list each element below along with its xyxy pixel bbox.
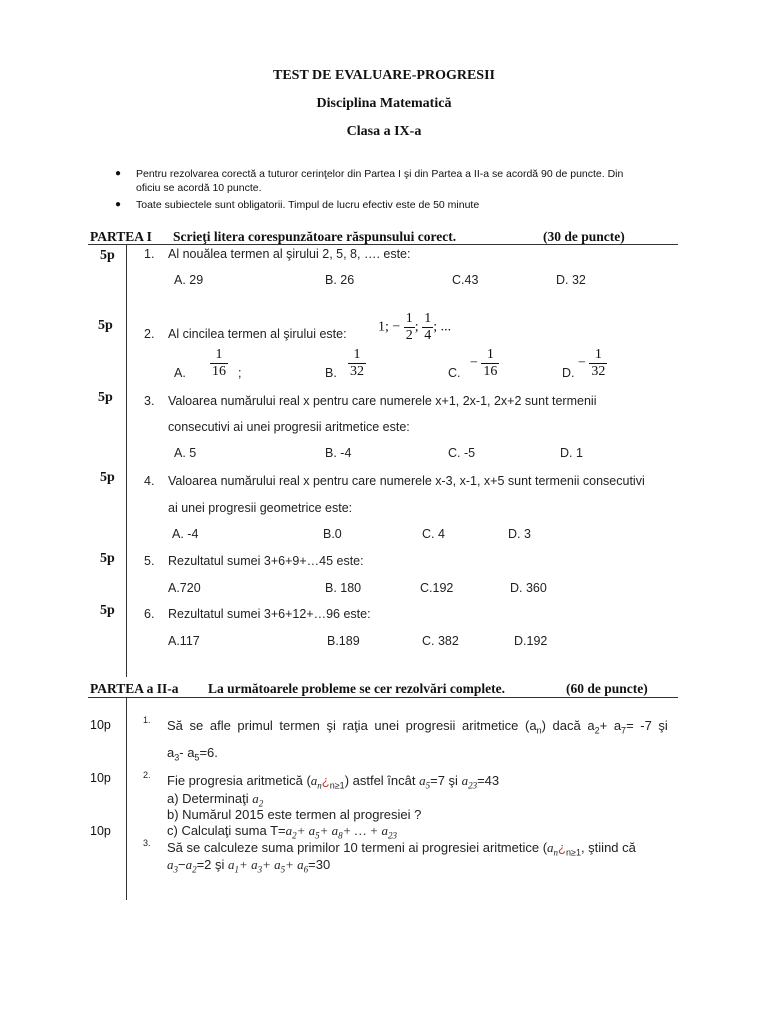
answer-option-a: A. [174, 366, 186, 380]
problem-text: Fie progresia aritmetică $(a_n¿_{n\ge 1})$ astfel încât $a_5=7$ şi $a_{23}=43$ [167, 773, 500, 791]
answer-option-b: B. [325, 366, 337, 380]
points-label: 5p [100, 470, 115, 485]
question-number: 3. [144, 394, 155, 408]
answer-option-b: B. -4 [325, 446, 352, 460]
answer-option-b: B. 180 [325, 581, 362, 595]
problem-text: $a_3-$ $a_5=6$. [167, 745, 218, 763]
part2-label: PARTEA a II-a [90, 681, 179, 696]
problem-subitem: c) Calculaţi suma $T=a_2+ a_5+ a_8+$ … + $a_{23}$ [167, 823, 398, 841]
divider [88, 697, 678, 698]
answer-option-d: D. 360 [510, 581, 547, 595]
points-label: 5p [98, 390, 113, 405]
column-divider [126, 245, 127, 677]
class-heading: Clasa a IX-a [346, 124, 422, 139]
problem-subitem: a) Determinaţi $a_2$ [167, 791, 264, 809]
question-text: Rezultatul sumei 3+6+12+…96 este: [168, 607, 371, 621]
answer-option-d: D.192 [514, 634, 548, 648]
points-label: 5p [98, 318, 113, 333]
instruction-line: oficiu se acordă 10 puncte. [136, 182, 262, 194]
part1-instruction: Scrieţi litera corespunzătoare răspunsului corect. [173, 229, 457, 244]
points-label: 10p [90, 771, 111, 785]
question-number: 1. [144, 247, 155, 261]
subject-heading: Disciplina Matematică [316, 96, 452, 111]
sequence-expression: 1; − $\frac{1}{2}$ ; $\frac{1}{4}$ ; ... [378, 311, 452, 343]
question-number: 6. [144, 607, 155, 621]
bullet-icon: ● [115, 199, 122, 210]
answer-option-c: C.192 [420, 581, 454, 595]
answer-option-c: C. 382 [422, 634, 459, 648]
fraction: $\frac{1}{2}$ [405, 311, 413, 343]
question-text: Al cincilea termen al şirului este: [168, 327, 347, 341]
problem-number: 1. [143, 715, 151, 725]
question-text: Valoarea numărului real x pentru care numerele x-3, x-1, x+5 sunt termenii consecutivi [168, 474, 645, 488]
problem-text: $a_3-a_2=2$ şi $a_1+ a_3+ a_5+ a_6=30$ [167, 857, 331, 875]
answer-option-d: D. 1 [560, 446, 583, 460]
sequence-start: 1; − [378, 319, 401, 335]
answer-option-a: A. 5 [174, 446, 197, 460]
question-text: ai unei progresii geometrice este: [168, 501, 353, 515]
part2-instruction: La următoarele probleme se cer rezolvări complete. [208, 681, 506, 696]
question-text: Valoarea numărului real x pentru care numerele x+1, 2x-1, 2x+2 sunt termenii [168, 394, 597, 408]
points-label: 10p [90, 718, 111, 732]
part1-label: PARTEA I [90, 229, 152, 244]
answer-a-fraction: $\frac{1}{16}$ [212, 347, 226, 379]
answer-option-b: B.0 [323, 527, 342, 541]
question-text: Al nouălea termen al şirului 2, 5, 8, …. este: [168, 247, 411, 261]
part1-points: (30 de puncte) [543, 229, 625, 244]
question-text: Rezultatul sumei 3+6+9+…45 este: [168, 554, 364, 568]
fraction: $\frac{1}{4}$ [424, 311, 432, 343]
answer-c-fraction: − $\frac{1}{16}$ [470, 347, 498, 379]
question-text: consecutivi ai unei progresii aritmetice este: [168, 420, 410, 434]
question-number: 4. [144, 474, 155, 488]
answer-option-a: A. -4 [172, 527, 199, 541]
answer-option-d: D. 32 [556, 273, 586, 287]
problem-subitem: b) Numărul 2015 este termen al progresiei ? [167, 807, 422, 822]
points-label: 5p [100, 603, 115, 618]
answer-option-a: A. 29 [174, 273, 204, 287]
part2-points: (60 de puncte) [566, 681, 648, 696]
problem-number: 2. [143, 770, 151, 780]
problem-text: Să se afle primul termen şi raţia unei progresii aritmetice $(a_n)$ dacă $a_2+ a_7= -7$ şi [167, 718, 668, 736]
answer-option-b: B. 26 [325, 273, 355, 287]
divider [88, 244, 678, 245]
column-divider [126, 698, 127, 900]
answer-option-a: A.117 [168, 634, 200, 648]
points-label: 5p [100, 551, 115, 566]
points-label: 5p [100, 248, 115, 263]
answer-option-b: B.189 [327, 634, 360, 648]
answer-option-c: C.43 [452, 273, 479, 287]
answer-option-d: D. 3 [508, 527, 531, 541]
question-number: 2. [144, 327, 155, 341]
answer-option-d: D. [562, 366, 575, 380]
answer-option-c: C. -5 [448, 446, 476, 460]
problem-text: Să se calculeze suma primilor 10 termeni ai progresiei aritmetice ($a_n¿_{n\ge 1}$, ştiind că [167, 840, 636, 858]
problem-number: 3. [143, 838, 151, 848]
answer-option-c: C. [448, 366, 461, 380]
answer-b-fraction: $\frac{1}{32}$ [350, 347, 364, 379]
instruction-line: Toate subiectele sunt obligatorii. Timpul de lucru efectiv este de 50 minute [136, 199, 480, 211]
bullet-icon: ● [115, 168, 122, 179]
question-number: 5. [144, 554, 155, 568]
points-label: 10p [90, 824, 111, 838]
answer-option-c: C. 4 [422, 527, 445, 541]
answer-option-a: A.720 [168, 581, 201, 595]
instruction-line: Pentru rezolvarea corectă a tuturor cerinţelor din Partea I şi din Partea a II-a se acordă 90 de puncte. Din [136, 168, 624, 180]
answer-d-fraction: − $\frac{1}{32}$ [578, 347, 606, 379]
test-page: TEST DE EVALUARE-PROGRESII Disciplina Matematică Clasa a IX-a ● Pentru rezolvarea corectă a tuturor cerinţelor din Partea I şi din Partea a II-a se acordă 90 de puncte. Din oficiu se acordă 10 puncte. ● Toate subiectele sunt obligatorii. Timpul de lucru efectiv este de 50 minute PARTEA I Scrieţi litera corespunzătoare răspunsului corect. (30 de puncte) 5p 1. Al nouălea termen al şirului 2, 5, 8, …. este: A. 29 B. 26 C.43 D. 32 5p 2. Al cincilea termen al şirului este: 1; − $\frac{1}{2}$ ; $\frac{1}{4}$ ; ... A. $\frac{1}{16}$ ; B. $\frac{1}{32}$ C. − $\frac{1}{16}$ D. − $\frac{1}{32}$ 5p 3. Valoarea numărului real x pentru care numerele x+1, 2x-1, 2x+2 sunt termenii consecutivi ai unei progresii aritmetice este: A. 5 B. -4 C. -5 D. 1 5p 4. Valoarea numărului real x pentru care numerele x-3, x-1, x+5 sunt termenii consecutivi ai unei progresii geometrice este: A. -4 B.0 C. 4 D. 3 5p 5. Rezultatul sumei 3+6+9+…45 este: A.720 B. 180 C.192 D. 360 5p 6. Rezultatul sumei 3+6+12+…96 este: A.117 B.189 C. 382 D.192 PARTEA a II-a La următoarele probleme se cer rezolvări complete. (60 de puncte) 10p 1. Să se afle primul termen şi raţia unei progresii aritmetice $(a_n)$ dacă $a_2+ a_7= -7$ şi $a_3-$ $a_5=6$. 10p 2. Fie progresia aritmetică $(a_n¿_{n\ge 1})$ astfel încât $a_5=7$ şi $a_{23}=43$ a) Determinaţi $a_2$ b) Numărul 2015 este termen al progresiei ? c) Calculaţi suma $T=a_2+ a_5+ a_8+$ … + $a_{23}$ 10p 3. Să se calculeze suma primilor 10 termeni ai progresiei aritmetice ($a_n¿_{n\ge 1}$, ştiind că $a_3-a_2=2$ şi $a_1+ a_3+ a_5+ a_6=30$ [0, 0, 768, 1024]
page-title: TEST DE EVALUARE-PROGRESII [273, 68, 495, 83]
